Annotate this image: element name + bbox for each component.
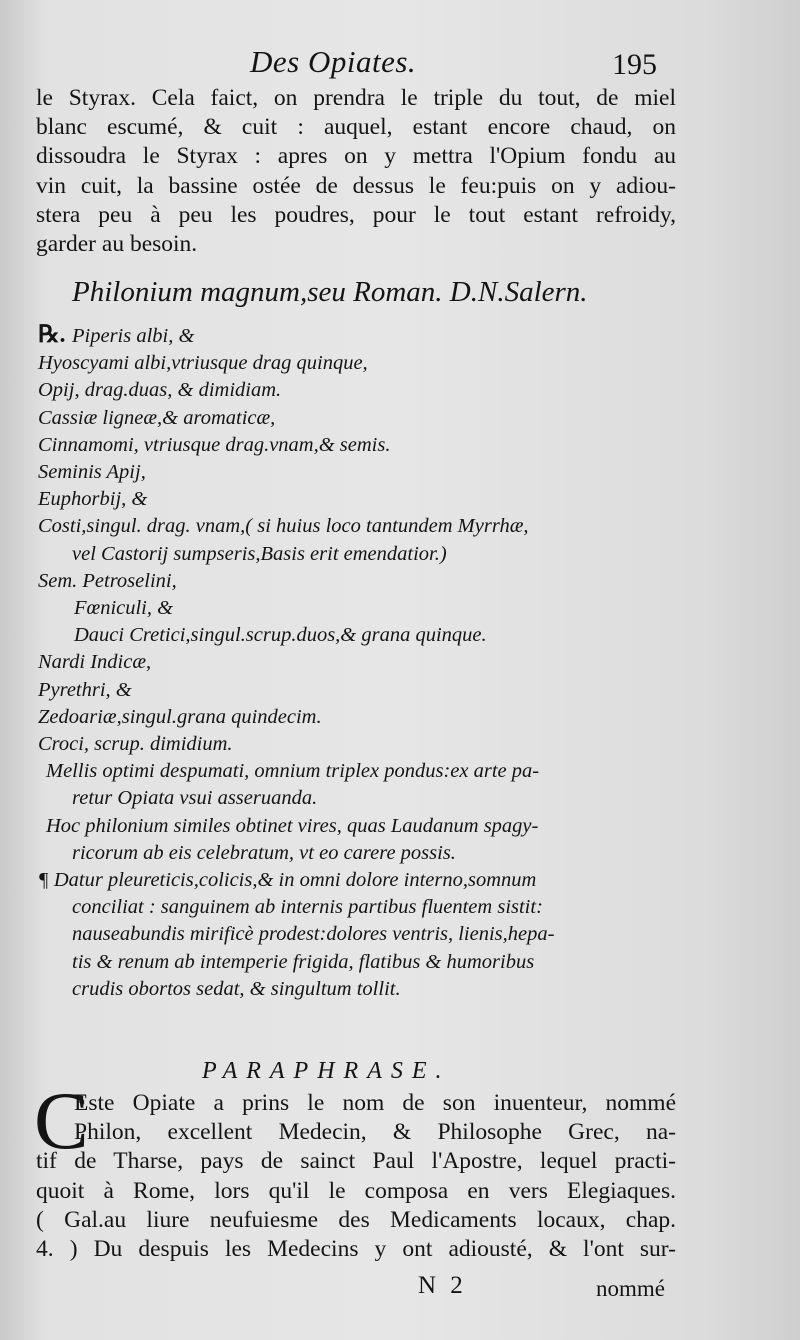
recipe-line: Dauci Cretici,singul.scrup.duos,& grana quinque. — [74, 624, 487, 647]
text-line: quoit à Rome, lors qu'il le composa en vers Elegiaques. — [36, 1177, 676, 1204]
recipe-line: Hoc philonium similes obtinet vires, quas Laudanum spagy- — [46, 814, 539, 837]
recipe-line: crudis obortos sedat, & singultum tollit. — [72, 977, 401, 1000]
text-line: le Styrax. Cela faict, on prendra le triple du tout, de miel — [36, 85, 676, 111]
recipe-line: Euphorbij, & — [38, 488, 148, 511]
recipe-list — [38, 322, 678, 1003]
text-line: garder au besoin. — [36, 231, 198, 258]
recipe-line: Pyrethri, & — [38, 678, 132, 701]
recipe-line: Mellis optimi despumati, omnium triplex pondus:ex arte pa- — [46, 760, 540, 783]
recipe-line: Sem. Petroselini, — [38, 569, 177, 592]
recipe-line: nauseabundis mirificè prodest:dolores ventris, lienis,hepa- — [72, 923, 555, 946]
recipe-line: Costi,singul. drag. vnam,( si huius loco tantundem Myrrhæ, — [38, 515, 529, 538]
recipe-line: Fœniculi, & — [74, 597, 174, 620]
running-head: Des Opiates. — [250, 44, 417, 79]
recipe-line: ¶ Datur pleureticis,colicis,& in omni dolore interno,somnum — [38, 869, 537, 892]
paraphrase-paragraph — [36, 1089, 676, 1264]
recipe-line: Zedoariæ,singul.grana quindecim. — [38, 705, 322, 728]
recipe-line: Opij, drag.duas, & dimidiam. — [38, 379, 282, 402]
page-number: 195 — [612, 48, 657, 81]
recipe-line: retur Opiata vsui asseruanda. — [72, 787, 318, 810]
text-line: dissoudra le Styrax : apres on y mettra l'Opium fondu au — [36, 143, 676, 170]
recipe-line: Cinnamomi, vtriusque drag.vnam,& semis. — [38, 433, 391, 456]
catchword: nommé — [596, 1276, 665, 1301]
paraphrase-heading: PARAPHRASE. — [202, 1058, 451, 1084]
recipe-line: tis & renum ab intemperie frigida, flatibus & humoribus — [72, 950, 535, 973]
text-line: blanc escumé, & cuit : auquel, estant encore chaud, on — [36, 114, 676, 141]
signature-mark: N 2 — [418, 1272, 467, 1299]
text-line: Philon, excellent Medecin, & Philosophe Grec, na- — [74, 1119, 676, 1146]
text-line: tif de Tharse, pays de sainct Paul l'Apostre, lequel practi- — [36, 1148, 676, 1175]
recipe-line: ricorum ab eis celebratum, vt eo carere possis. — [72, 841, 456, 864]
recipe-line: Croci, scrup. dimidium. — [38, 733, 233, 756]
recipe-line: Nardi Indicæ, — [38, 651, 152, 674]
recipe-line: Cassiæ ligneæ,& aromaticæ, — [38, 406, 276, 429]
intro-paragraph — [36, 84, 676, 259]
text-line: vin cuit, la bassine ostée de dessus le feu:puis on y adiou- — [36, 172, 676, 199]
recipe-line: Hyoscyami albi,vtriusque drag quinque, — [38, 352, 368, 375]
drop-cap: C — [34, 1075, 89, 1166]
recipe-title: Philonium magnum,seu Roman. D.N.Salern. — [72, 276, 588, 308]
text-line: ( Gal.au liure neufuiesme des Medicaments locaux, chap. — [36, 1206, 676, 1233]
text-line: Este Opiate a prins le nom de son inuenteur, nommé — [74, 1090, 676, 1116]
recipe-symbol: ℞. — [38, 322, 66, 348]
recipe-line: conciliat : sanguinem ab internis partibus fluentem sistit: — [72, 896, 543, 919]
page-footer — [0, 1268, 800, 1308]
text-line: stera peu à peu les poudres, pour le tout estant refroidy, — [36, 201, 676, 228]
recipe-line — [38, 322, 678, 350]
text-line: 4. ) Du despuis les Medecins y ont adiousté, & l'ont sur- — [36, 1236, 676, 1263]
recipe-line: Seminis Apij, — [38, 461, 146, 484]
recipe-line: vel Castorij sumpseris,Basis erit emendatior.) — [72, 542, 447, 565]
recipe-line-text: Piperis albi, & — [72, 325, 195, 347]
